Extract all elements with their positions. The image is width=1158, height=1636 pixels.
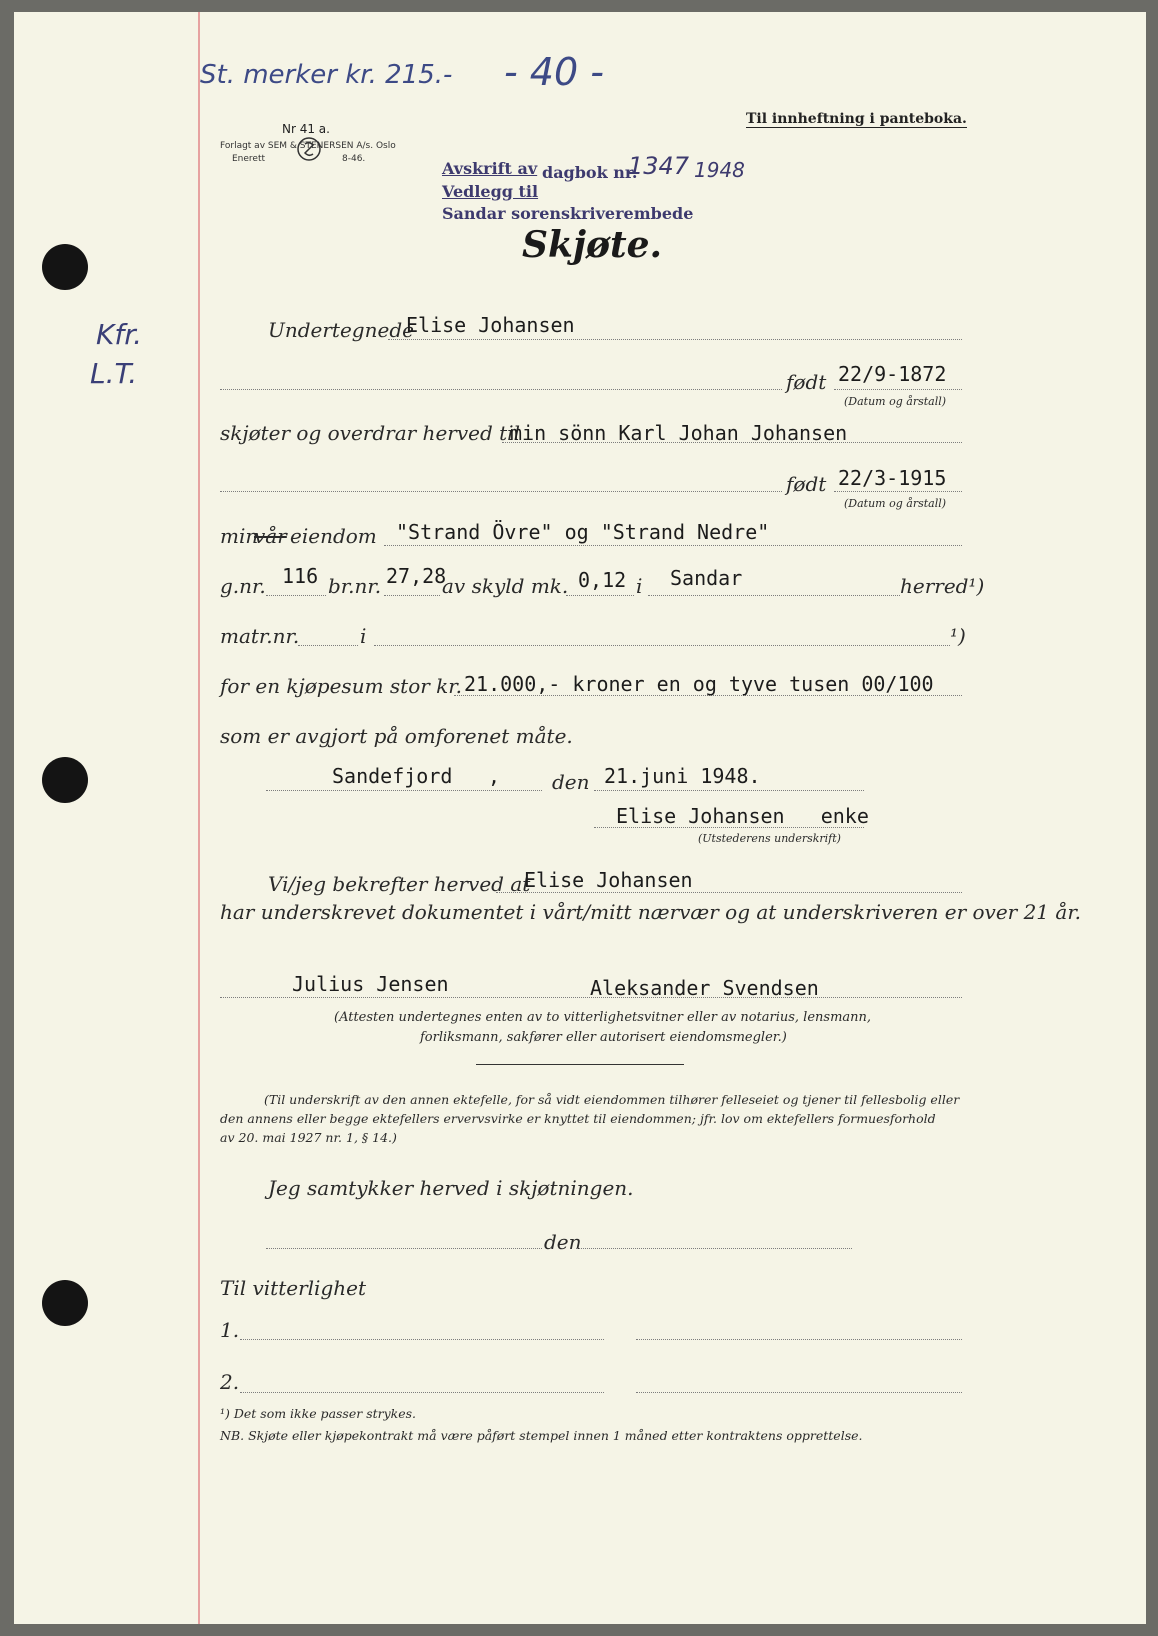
- herred-value: Sandar: [670, 566, 743, 590]
- witness-line-2-label: 2.: [220, 1370, 240, 1394]
- herred-i-label: i: [636, 574, 643, 598]
- binder-hole: [42, 757, 88, 803]
- brnr-label: br.nr.: [328, 574, 382, 598]
- grantee-birthdate: 22/3-1915: [838, 466, 947, 490]
- section-divider: [476, 1064, 684, 1065]
- brnr-value: 27,28: [386, 564, 447, 588]
- grantee-label: skjøter og overdrar herved til: [220, 421, 520, 445]
- herred-label: herred¹): [900, 574, 985, 598]
- stamp-copy-label: Avskrift av: [442, 159, 538, 178]
- grantee-name: min sönn Karl Johan Johansen: [510, 421, 848, 445]
- stamp-attachment-label: Vedlegg til: [442, 182, 539, 201]
- settled-text: som er avgjort på omforenet måte.: [220, 724, 573, 748]
- footnote: NB. Skjøte eller kjøpekontrakt må være påført stempel innen 1 måned etter kontraktens opprettelse.: [220, 1428, 863, 1443]
- skyld-value: 0,12: [578, 568, 627, 592]
- witness-signature-2: Aleksander Svendsen: [590, 976, 819, 1000]
- spouse-note: av 20. mai 1927 nr. 1, § 14.): [220, 1130, 397, 1145]
- stamp-journal-year: 1948: [694, 158, 745, 182]
- margin-rule: [198, 12, 200, 1624]
- page-number: - 40 -: [504, 50, 604, 94]
- document-title: Skjøte.: [522, 224, 663, 266]
- stamp-journal-number: 1347: [628, 152, 690, 180]
- attestation-text: har underskrevet dokumentet i vårt/mitt nærvær og at underskriveren er over 21 år.: [220, 900, 1082, 924]
- date-value: 21.juni 1948.: [604, 764, 761, 788]
- issuer-signature: Elise Johansen enke: [616, 804, 869, 828]
- binder-hole: [42, 244, 88, 290]
- attestation-note: forliksmann, sakfører eller autorisert eiendomsmegler.): [420, 1030, 787, 1045]
- grantee-born-hint: (Datum og årstall): [844, 497, 947, 510]
- witness-signature-1: Julius Jensen: [292, 972, 449, 996]
- publisher-line: Forlagt av SEM & STENERSEN A/s. Oslo: [220, 141, 396, 151]
- matr-i-label: i: [360, 624, 367, 648]
- gnr-label: g.nr.: [220, 574, 266, 598]
- grantee-born-label: født: [786, 472, 827, 496]
- attestation-label: Vi/jeg bekrefter herved at: [268, 872, 531, 896]
- skyld-label: av skyld mk.: [442, 574, 569, 598]
- grantor-born-hint: (Datum og årstall): [844, 395, 947, 408]
- issuer-signature-hint: (Utstederens underskrift): [698, 832, 841, 845]
- spouse-note: den annens eller begge ektefellers ervervsvirke er knyttet til eiendommen; jfr. lov om ektefellers formuesforhold: [220, 1111, 936, 1126]
- witness-label: Til vitterlighet: [220, 1276, 367, 1300]
- binder-hole: [42, 1280, 88, 1326]
- consent-den-label: den: [544, 1230, 582, 1254]
- document-page: [14, 12, 1146, 1624]
- grantor-birthdate: 22/9-1872: [838, 362, 947, 386]
- property-struck-word: vår: [254, 524, 287, 548]
- publisher-rights: Enerett: [232, 154, 266, 164]
- grantor-label: Undertegnede: [268, 318, 414, 342]
- witness-line-1-label: 1.: [220, 1318, 240, 1342]
- handwritten-stamp-note: St. merker kr. 215.-: [200, 60, 453, 90]
- footnote: ¹) Det som ikke passer strykes.: [220, 1406, 417, 1421]
- margin-initials: L.T.: [90, 357, 138, 390]
- attestation-note: (Attesten undertegnes enten av to vitterlighetsvitner eller av notarius, lensmann,: [334, 1010, 872, 1025]
- place-comma: ,: [488, 764, 501, 788]
- consent-text: Jeg samtykker herved i skjøtningen.: [268, 1176, 634, 1200]
- grantor-born-label: født: [786, 370, 827, 394]
- stamp-office: Sandar sorenskriverembede: [442, 204, 694, 223]
- property-name: "Strand Övre" og "Strand Nedre": [396, 520, 770, 544]
- binding-note: Til innheftning i panteboka.: [746, 111, 967, 127]
- attestation-name: Elise Johansen: [524, 868, 693, 892]
- form-number: Nr 41 a.: [282, 122, 330, 136]
- price-value: 21.000,- kroner en og tyve tusen 00/100: [464, 672, 934, 696]
- publisher-logo-icon: [296, 136, 322, 162]
- matr-footnote-mark: ¹): [950, 624, 966, 648]
- place: Sandefjord: [332, 764, 453, 788]
- property-label: eiendom: [290, 524, 377, 548]
- price-label: for en kjøpesum stor kr.: [220, 674, 463, 698]
- grantor-name: Elise Johansen: [406, 313, 575, 337]
- property-prefix: min: [220, 524, 259, 548]
- spouse-note: (Til underskrift av den annen ektefelle, for så vidt eiendommen tilhører felleseiet og tjener til fellesbolig eller: [264, 1092, 960, 1107]
- stamp-journal-label: dagbok nr.: [542, 163, 638, 182]
- matr-label: matr.nr.: [220, 624, 300, 648]
- date-den-label: den: [552, 770, 590, 794]
- gnr-value: 116: [282, 564, 319, 588]
- margin-initials: Kfr.: [96, 318, 143, 351]
- publisher-date: 8-46.: [342, 154, 366, 164]
